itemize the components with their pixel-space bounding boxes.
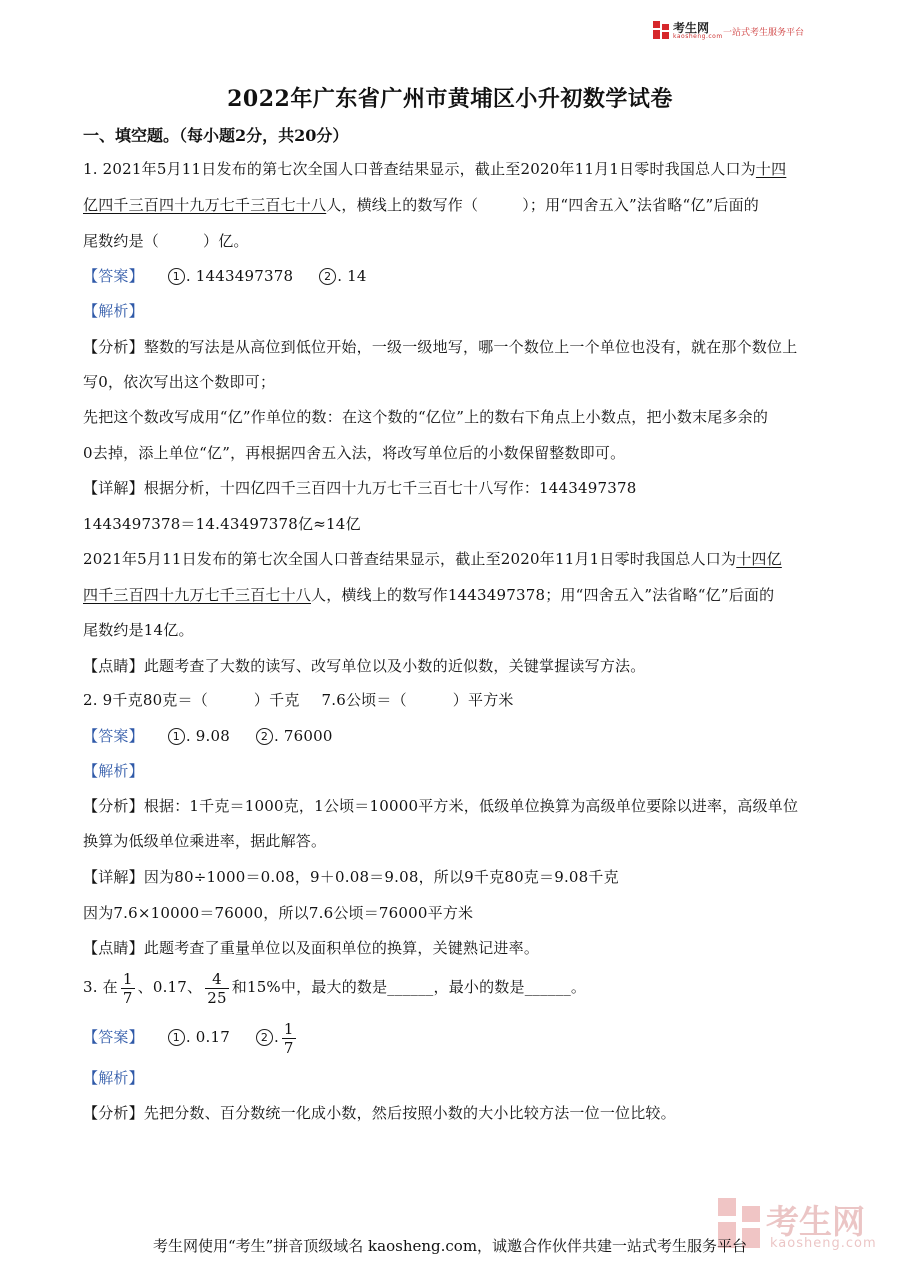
answer-tag: 【答案】 — [83, 727, 144, 745]
answer-number-badge: 1 — [168, 1029, 185, 1046]
analysis-tag: 【分析】 — [83, 338, 144, 356]
detail-text: 根据分析，十四亿四千三百四十九万七千三百七十八写作：1443497378 — [143, 479, 637, 497]
q2-detail-line-1 — [83, 867, 619, 887]
page-title: 2022年广东省广州市黄埔区小升初数学试卷 — [227, 86, 673, 112]
answer-value: . — [273, 1028, 279, 1046]
answer-value: . 9.08 — [185, 727, 230, 745]
answer-number-badge: 1 — [168, 728, 185, 745]
fraction-denominator: 7 — [122, 988, 133, 1007]
q2-line-1 — [83, 690, 514, 710]
header-logo-domain: kaosheng.com — [673, 33, 723, 40]
q2-answer — [83, 726, 333, 746]
answer-tag: 【答案】 — [83, 1028, 144, 1046]
detail-text: 人，横线上的数写作1443497378；用“四舍五入”法省略“亿”后面的 — [311, 586, 775, 604]
q2-text: 2. 9千克80克＝（ — [83, 691, 208, 709]
q1-line-3 — [83, 231, 249, 251]
section-heading: 一、填空题。（每小题2分，共20分） — [83, 126, 349, 145]
q2-jiexi-tag: 【解析】 — [83, 762, 144, 780]
fraction-denominator: 25 — [207, 988, 227, 1007]
q2-analysis-line-1 — [83, 796, 798, 816]
q3-text: 3. 在 — [83, 978, 118, 996]
answer-tag: 【答案】 — [83, 267, 144, 285]
q3-text: 、0.17、 — [137, 978, 203, 996]
watermark-name: 考生网 — [766, 1202, 865, 1241]
q1-text: 1. 2021年5月11日发布的第七次全国人口普查结果显示，截止至2020年11月1日零时我国总人口为 — [83, 160, 756, 178]
comment-text: 此题考查了重量单位以及面积单位的换算，关键熟记进率。 — [143, 939, 540, 957]
q3-analysis-line-1 — [83, 1103, 676, 1123]
answer-number-badge: 1 — [168, 268, 185, 285]
fraction-denominator: 7 — [283, 1038, 294, 1057]
q1-answer — [83, 266, 367, 286]
q2-comment — [83, 938, 539, 958]
q1-jiexi-tag: 【解析】 — [83, 302, 144, 320]
q1-text: ）亿。 — [203, 232, 249, 250]
answer-number-badge: 2 — [256, 1029, 273, 1046]
answer-fraction-1-7 — [282, 1020, 296, 1057]
answer-value: . 1443497378 — [185, 267, 294, 285]
q1-underline-text: 十四 — [755, 160, 787, 178]
analysis-text: 整数的写法是从高位到低位开始，一级一级地写，哪一个数位上一个单位也没有，就在那个数位上 — [143, 338, 798, 356]
q1-detail-line-3 — [83, 549, 782, 569]
detail-text: 因为80÷1000＝0.08，9＋0.08＝9.08，所以9千克80克＝9.08千克 — [143, 868, 619, 886]
watermark-domain: kaosheng.com — [770, 1236, 877, 1251]
fraction-1-7 — [121, 970, 135, 1007]
q2-text: ）平方米 — [452, 691, 514, 709]
analysis-tag: 【分析】 — [83, 797, 144, 815]
analysis-text: 根据：1千克＝1000克，1公顷＝10000平方米，低级单位换算为高级单位要除以进率，高级单位 — [143, 797, 799, 815]
q1-detail-line-1 — [83, 478, 636, 498]
analysis-text: 先把分数、百分数统一化成小数，然后按照小数的大小比较方法一位一位比较。 — [143, 1104, 676, 1122]
q2-text: 7.6公顷＝（ — [321, 691, 407, 709]
q1-detail-line-4 — [83, 585, 774, 605]
fraction-numerator: 4 — [205, 970, 229, 989]
detail-underline-text: 十四亿 — [736, 550, 782, 568]
detail-tag: 【详解】 — [83, 868, 144, 886]
page-footer: 考生网使用“考生”拼音顶级域名 kaosheng.com，诚邀合作伙伴共建一站式考生服务平台 — [152, 1237, 748, 1255]
q3-line-1 — [83, 967, 586, 1007]
header-logo-name: 考生网 — [673, 21, 710, 35]
q1-detail-line-5: 尾数约是14亿。 — [83, 621, 194, 639]
comment-text: 此题考查了大数的读写、改写单位以及小数的近似数，关键掌握读写方法。 — [143, 657, 646, 675]
comment-tag: 【点睛】 — [83, 657, 144, 675]
kaosheng-logo-icon — [653, 21, 669, 39]
q3-jiexi-tag: 【解析】 — [83, 1069, 144, 1087]
detail-underline-text: 四千三百四十九万七千三百七十八 — [83, 586, 312, 604]
fraction-numerator: 1 — [122, 969, 133, 988]
answer-value: . 76000 — [273, 727, 333, 745]
q1-comment — [83, 656, 645, 676]
q1-analysis-line-2: 写0，依次写出这个数即可； — [83, 373, 276, 391]
q1-text: ）；用“四舍五入”法省略“亿”后面的 — [522, 196, 759, 214]
q1-text: 人，横线上的数写作（ — [326, 196, 479, 214]
fraction-4-25 — [205, 970, 229, 1007]
q1-analysis-line-3: 先把这个数改写成用“亿”作单位的数：在这个数的“亿位”上的数右下角点上小数点，把小数末尾多余的 — [83, 408, 769, 426]
comment-tag: 【点睛】 — [83, 939, 144, 957]
q3-answer — [83, 1017, 299, 1057]
q2-text: ）千克 — [253, 691, 300, 709]
q1-line-1 — [83, 159, 786, 179]
answer-value: . 0.17 — [185, 1028, 230, 1046]
q1-text: 尾数约是（ — [83, 232, 160, 250]
q1-analysis-line-4: 0去掉，添上单位“亿”，再根据四舍五入法，将改写单位后的小数保留整数即可。 — [83, 444, 626, 462]
q1-analysis-line-1 — [83, 337, 797, 357]
detail-text: 2021年5月11日发布的第七次全国人口普查结果显示，截止至2020年11月1日零时我国总人口为 — [83, 550, 737, 568]
answer-number-badge: 2 — [319, 268, 336, 285]
detail-tag: 【详解】 — [83, 479, 144, 497]
q1-detail-line-2: 1443497378＝14.43497378亿≈14亿 — [83, 515, 361, 533]
header-logo[interactable] — [653, 20, 823, 42]
q2-detail-line-2: 因为7.6×10000＝76000，所以7.6公顷＝76000平方米 — [83, 904, 474, 922]
fraction-numerator: 1 — [283, 1019, 294, 1038]
q3-text: 和15%中，最大的数是______，最小的数是______。 — [231, 978, 587, 996]
header-logo-slogan: 一站式考生服务平台 — [723, 28, 805, 38]
answer-value: . 14 — [337, 267, 367, 285]
q1-line-2 — [83, 195, 759, 215]
q2-analysis-line-2: 换算为低级单位乘进率，据此解答。 — [83, 832, 327, 850]
answer-number-badge: 2 — [256, 728, 273, 745]
analysis-tag: 【分析】 — [83, 1104, 144, 1122]
q1-underline-text: 亿四千三百四十九万七千三百七十八 — [83, 196, 327, 214]
